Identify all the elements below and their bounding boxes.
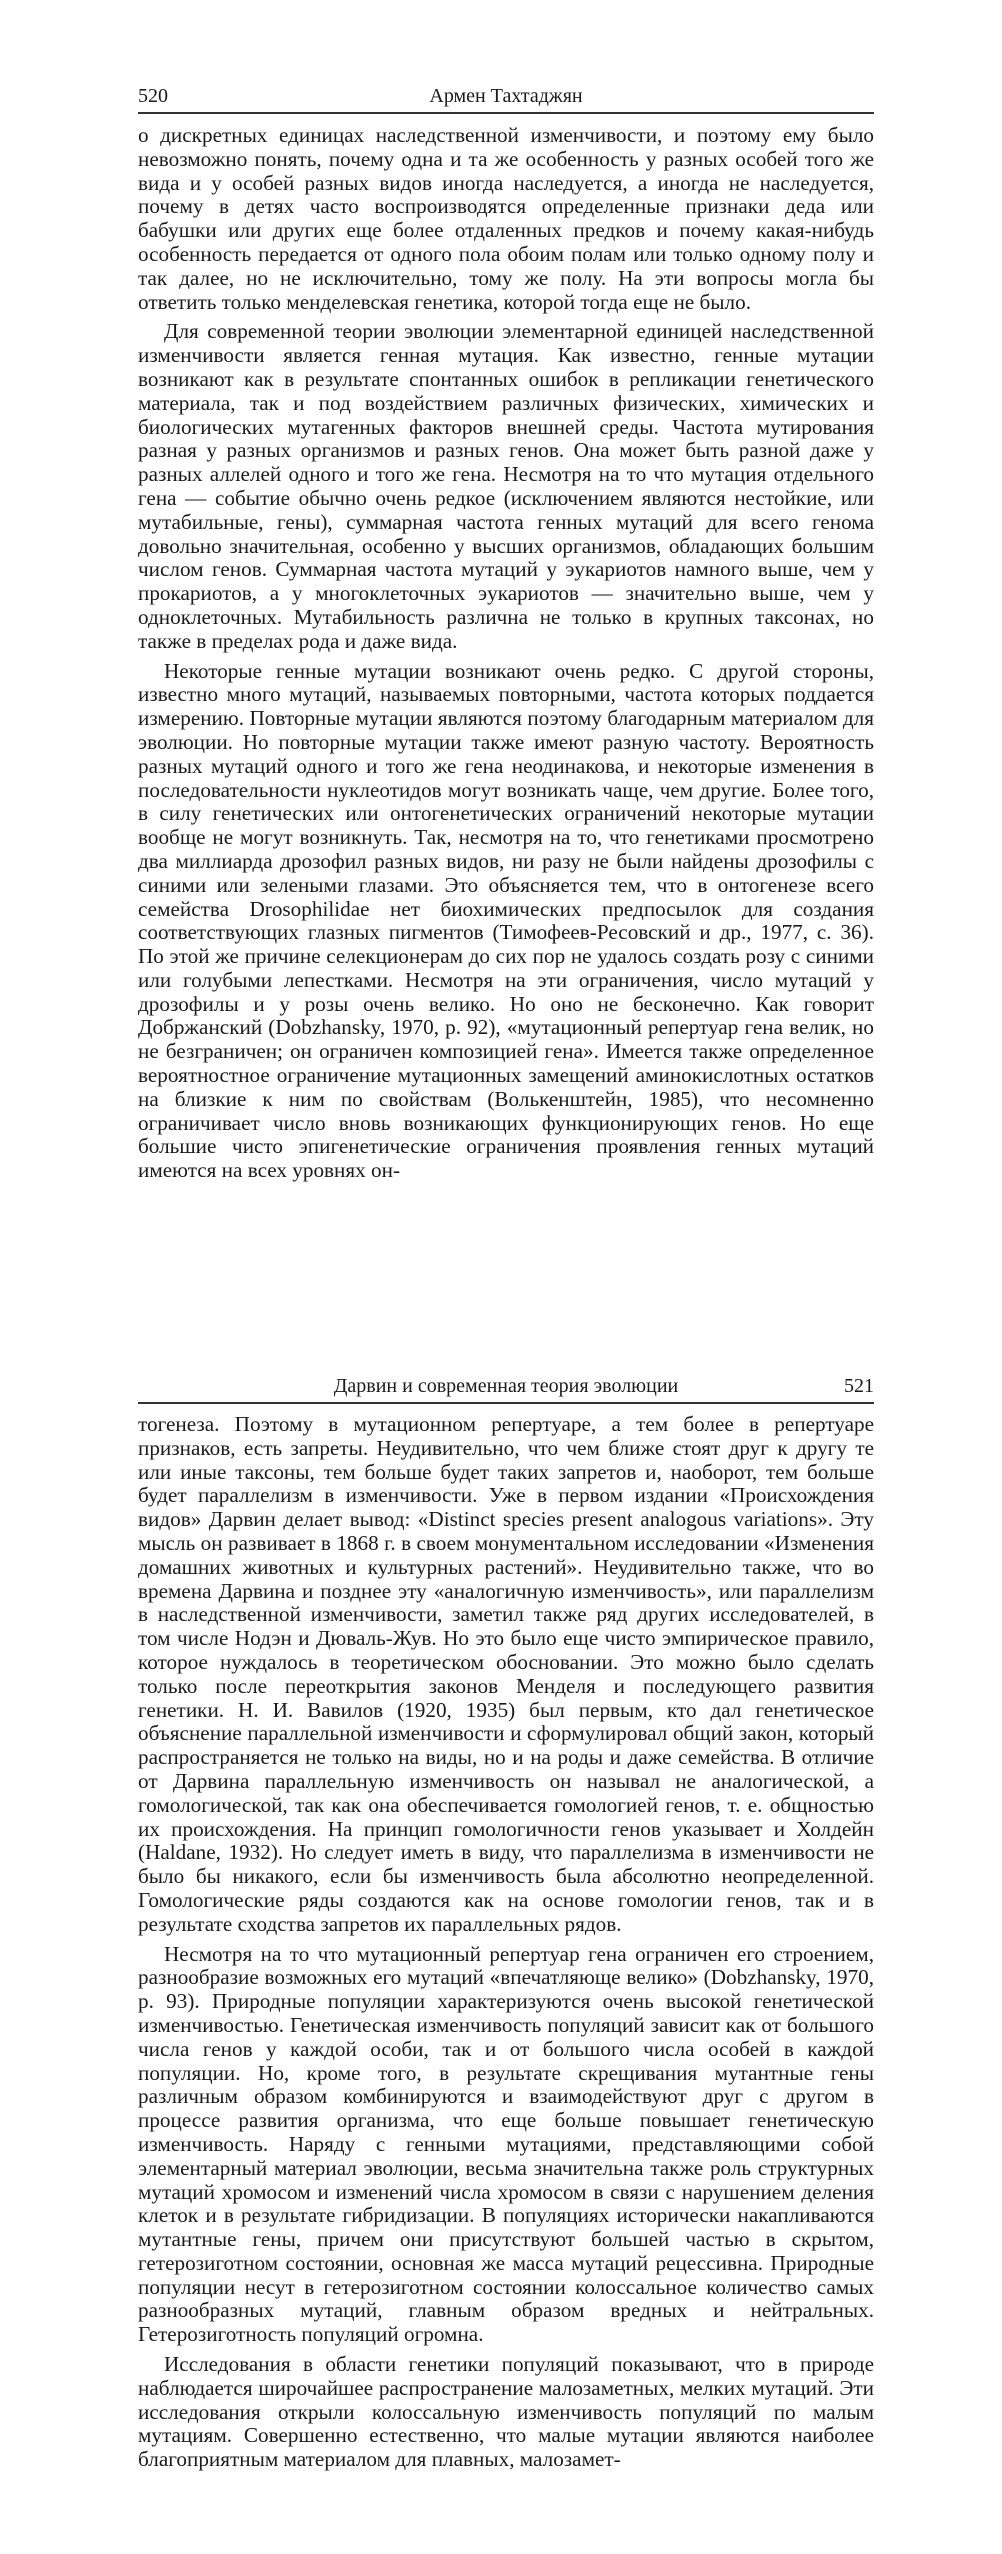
page-520: [0, 0, 1002, 1262]
body-text: [138, 124, 874, 1189]
page-521: [0, 1292, 1002, 2554]
paragraph: о дискретных единицах наследственной изменчивости, и поэтому ему было невозможно понять, почему одна и та же особенность у разных особей того же вида и у особей разных видов иногда наследуется, а иногда не наследуется, почему в детях часто воспроизводятся определенные признаки деда или бабушки или других еще более отдаленных предков и почему какая-нибудь особенность передается от одного пола обоим полам или только одному полу и так далее, но не исключительно, тому же полу. На эти вопросы могла бы ответить только менделевская генетика, которой тогда еще не было.: [138, 123, 874, 314]
paragraph: тогенеза. Поэтому в мутационном репертуаре, а тем более в репертуаре признаков, есть запреты. Неудивительно, что чем ближе стоят друг к другу те или иные таксоны, тем больше будет таких запретов и, наоборот, тем больше будет параллелизм в изменчивости. Уже в первом издании «Происхождения видов» Дарвин делает вывод: «Distinct species present analogous variations». Эту мысль он развивает в 1868 г. в своем монументальном исследовании «Изменения домашних животных и культурных растений». Неудивительно также, что во времена Дарвина и позднее эту «аналогичную изменчивость», или параллелизм в наследственной изменчивости, заметил также ряд других исследователей, в том числе Нодэн и Дюваль-Жув. Но это было еще чисто эмпирическое правило, которое нуждалось в теоретическом обосновании. Это можно было сделать только после переоткрытия законов Менделя и последующего развития генетики. Н. И. Вавилов (1920, 1935) был первым, кто дал генетическое объяснение параллельной изменчивости и сформулировал общий закон, который распространяется не только на виды, но и на роды и даже семейства. В отличие от Дарвина параллельную изменчивость он называл не аналогической, а гомологической, так как она обеспечивается гомологией генов, т. е. общностью их происхождения. На принцип гомологичности генов указывает и Холдейн (Haldane, 1932). Но следует иметь в виду, что параллелизма в изменчивости не было бы никакого, если бы изменчивость была абсолютно неопределенной. Гомологические ряды создаются как на основе гомологии генов, так и в результате сходства запретов их параллельных рядов.: [138, 1412, 874, 1936]
body-text: [138, 1413, 874, 2478]
page-number: 520: [138, 85, 168, 107]
page-number: 521: [844, 1375, 874, 1397]
page-gap: [0, 1262, 1002, 1292]
paragraph: Для современной теории эволюции элементарной единицей наследственной изменчивости является генная мутация. Как известно, генные мутации возникают как в результате спонтанных ошибок в репликации генетического материала, так и под воздействием различных физических, химических и биологических мутагенных факторов внешней среды. Частота мутирования разная у разных организмов и разных генов. Она может быть разной даже у разных аллелей одного и того же гена. Несмотря на то что мутация отдельного гена — событие обычно очень редкое (исключением являются нестойкие, или мутабильные, гены), суммарная частота генных мутаций для всего генома довольно значительная, особенно у высших организмов, обладающих большим числом генов. Суммарная частота мутаций у эукариотов намного выше, чем у прокариотов, а у многоклеточных эукариотов — значительно выше, чем у одноклеточных. Мутабильность различна не только в крупных таксонах, но также в пределах рода и даже вида.: [138, 319, 874, 653]
running-title: Дарвин и современная теория эволюции: [333, 1375, 679, 1397]
paragraph: Исследования в области генетики популяций показывают, что в природе наблюдается широчайшее распространение малозаметных, мелких мутаций. Эти исследования открыли колоссальную изменчивость популяций по малым мутациям. Совершенно естественно, что малые мутации являются наиболее благоприятным материалом для плавных, малозамет-: [138, 2352, 874, 2472]
paragraph: Несмотря на то что мутационный репертуар гена ограничен его строением, разнообразие возможных его мутаций «впечатляюще велико» (Dobzhansky, 1970, p. 93). Природные популяции характеризуются очень высокой генетической изменчивостью. Генетическая изменчивость популяций зависит как от большого числа генов у каждой особи, так и от большого числа особей в каждой популяции. Но, кроме того, в результате скрещивания мутантные гены различным образом комбинируются и взаимодействуют друг с другом в процессе развития организма, что еще больше повышает генетическую изменчивость. Наряду с генными мутациями, представляющими собой элементарный материал эволюции, весьма значительна также роль структурных мутаций хромосом и изменений числа хромосом в связи с нарушением деления клеток и в результате гибридизации. В популяциях исторически накапливаются мутантные гены, причем они присутствуют большей частью в скрытом, гетерозиготном состоянии, основная же масса мутаций рецессивна. Природные популяции несут в гетерозиготном состоянии колоссальное количество самых разнообразных мутаций, главным образом вредных и нейтральных. Гетерозиготность популяций огромна.: [138, 1941, 874, 2347]
running-header: [138, 1372, 874, 1404]
running-title: Армен Тахтаджян: [429, 85, 583, 107]
running-header: [138, 82, 874, 114]
paragraph: Некоторые генные мутации возникают очень редко. С другой стороны, известно много мутаций, называемых повторными, частота которых поддается измерению. Повторные мутации являются поэтому благодарным материалом для эволюции. Но повторные мутации также имеют разную частоту. Вероятность разных мутаций одного и того же гена неодинакова, и некоторые изменения в последовательности нуклеотидов могут возникать чаще, чем другие. Более того, в силу генетических или онтогенетических ограничений некоторые мутации вообще не могут возникнуть. Так, несмотря на то, что генетиками просмотрено два миллиарда дрозофил разных видов, ни разу не были найдены дрозофилы с синими или зелеными глазами. Это объясняется тем, что в онтогенезе всего семейства Drosophilidae нет биохимических предпосылок для создания соответствующих глазных пигментов (Тимофеев-Ресовский и др., 1977, с. 36). По этой же причине селекционерам до сих пор не удалось создать розу с синими или голубыми лепестками. Несмотря на эти ограничения, число мутаций у дрозофилы и у розы очень велико. Но оно не бесконечно. Как говорит Добржанский (Dobzhansky, 1970, p. 92), «мутационный репертуар гена велик, но не безграничен; он ограничен композицией гена». Имеется также определенное вероятностное ограничение мутационных замещений аминокислотных остатков на близкие к ним по свойствам (Волькенштейн, 1985), что несомненно ограничивает число вновь возникающих функционирующих генов. Но еще большие чисто эпигенетические ограничения проявления генных мутаций имеются на всех уровнях он-: [138, 658, 874, 1183]
